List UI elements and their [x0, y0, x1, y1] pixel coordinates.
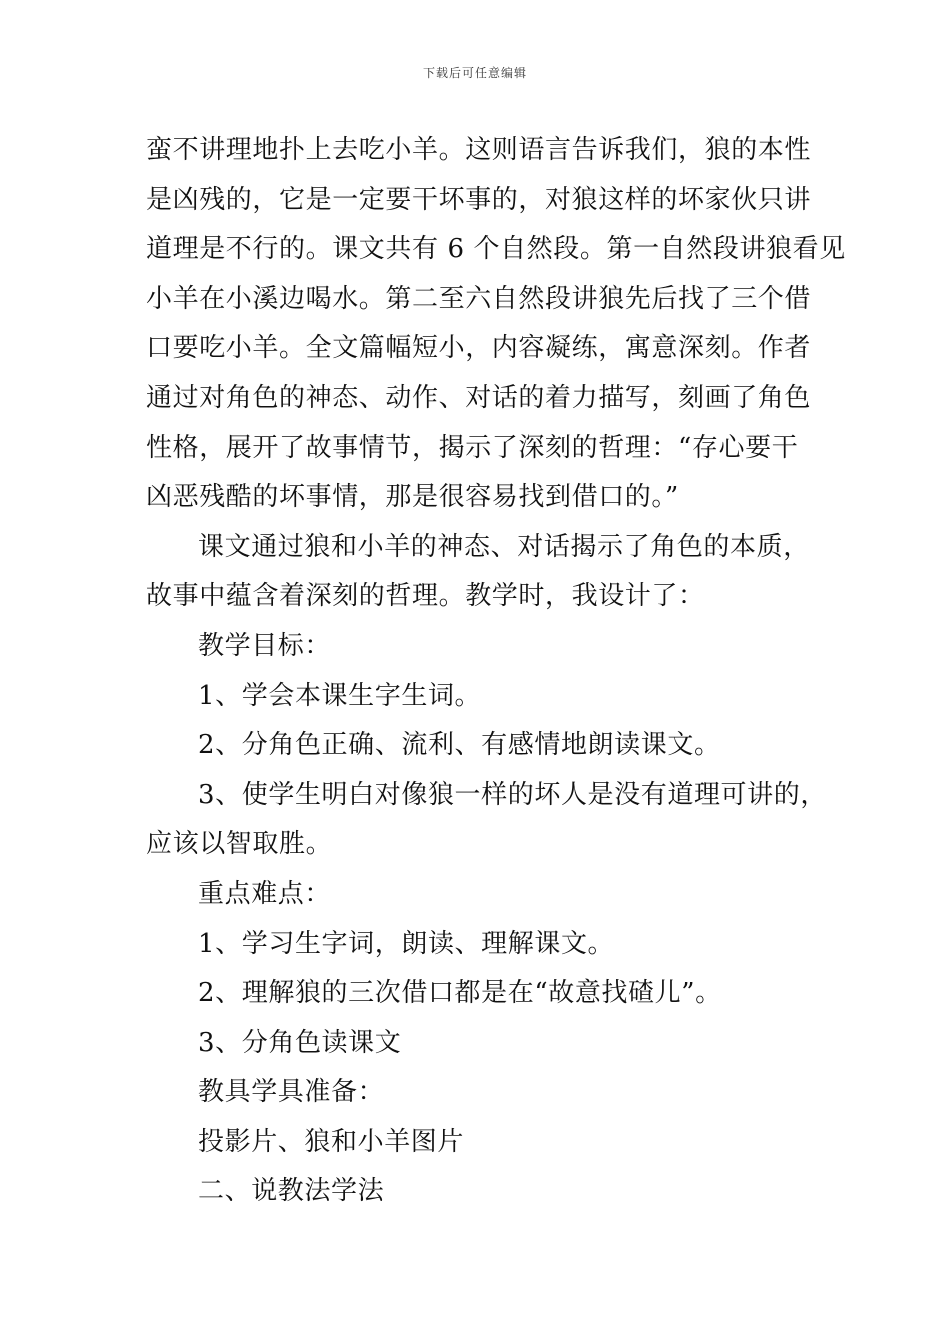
page-header: 下载后可任意编辑 — [422, 66, 527, 80]
text-line: 道理是不行的。课文共有 6 个自然段。第一自然段讲狼看见 — [146, 234, 846, 265]
section-heading-teaching-goals: 教学目标： — [198, 630, 332, 661]
paragraph-first-line: 课文通过狼和小羊的神态、对话揭示了角色的本质， — [198, 531, 810, 562]
section-heading-key-points: 重点难点： — [198, 878, 332, 909]
section-heading-materials: 教具学具准备： — [198, 1077, 385, 1108]
text-line: 性格，展开了故事情节，揭示了深刻的哲理：“存心要干 — [146, 432, 799, 463]
list-item: 2、理解狼的三次借口都是在“故意找碴儿”。 — [198, 978, 722, 1009]
text-line: 口要吃小羊。全文篇幅短小，内容凝练，寓意深刻。作者 — [146, 333, 812, 364]
text-line: 小羊在小溪边喝水。第二至六自然段讲狼先后找了三个借 — [146, 283, 812, 314]
text-line: 是凶残的，它是一定要干坏事的，对狼这样的坏家伙只讲 — [146, 184, 812, 215]
text-line: 投影片、狼和小羊图片 — [198, 1126, 465, 1157]
list-item: 1、学习生字词，朗读、理解课文。 — [198, 928, 615, 959]
list-item: 3、分角色读课文 — [198, 1027, 402, 1058]
text-line: 故事中蕴含着深刻的哲理。教学时，我设计了： — [146, 581, 705, 612]
text-line: 凶恶残酷的坏事情，那是很容易找到借口的。” — [146, 482, 679, 513]
text-line: 应该以智取胜。 — [146, 829, 333, 860]
text-line: 蛮不讲理地扑上去吃小羊。这则语言告诉我们，狼的本性 — [146, 135, 812, 165]
section-heading-methods: 二、说教法学法 — [198, 1176, 385, 1207]
text-line: 通过对角色的神态、动作、对话的着力描写，刻画了角色 — [146, 382, 812, 413]
document-body — [146, 126, 846, 1217]
list-item: 2、分角色正确、流利、有感情地朗读课文。 — [198, 730, 721, 761]
list-item: 3、使学生明白对像狼一样的坏人是没有道理可讲的， — [198, 779, 827, 810]
list-item: 1、学会本课生字生词。 — [198, 680, 482, 711]
